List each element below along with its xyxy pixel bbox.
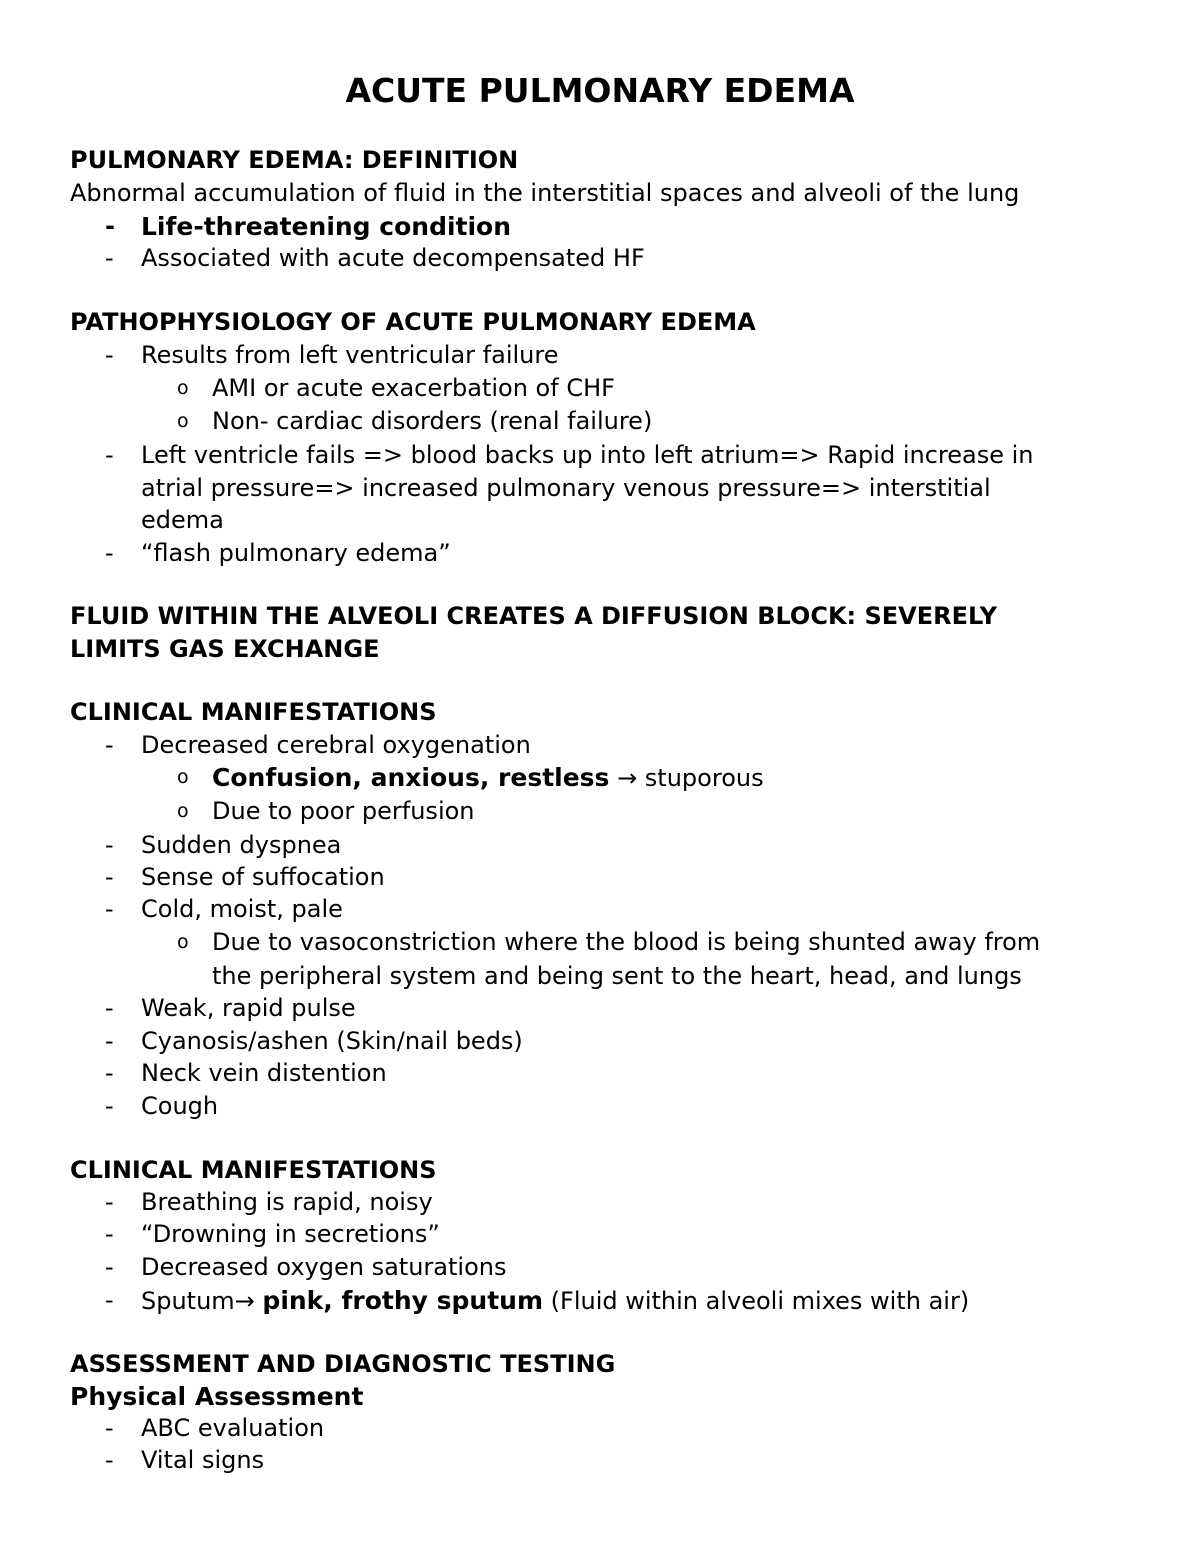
sub-list-item-text: Due to poor perfusion (212, 797, 475, 825)
list-item-text: “Drowning in secretions” (141, 1220, 440, 1248)
sub-list-item-text: Due to vasoconstriction where the blood is being shunted away from (212, 928, 1041, 956)
list-item-text: Weak, rapid pulse (141, 994, 356, 1022)
list-item-text: Life-threatening condition (141, 212, 512, 241)
bullet-dash: - (105, 1286, 114, 1314)
list-item-text: Neck vein distention (141, 1059, 387, 1087)
list-item-text: Sudden dyspnea (141, 831, 342, 859)
list-item-text: Cough (141, 1092, 219, 1120)
definition-heading: PULMONARY EDEMA: DEFINITION (70, 146, 519, 174)
bullet-dash: - (105, 1188, 114, 1216)
sub-list-item-text: Non- cardiac disorders (renal failure) (212, 407, 653, 435)
bullet-dash: - (105, 341, 114, 369)
plain-text: Sputum→ (141, 1287, 263, 1315)
bullet-circle: o (177, 931, 189, 953)
bullet-dash: - (105, 1220, 114, 1248)
list-item-continuation: atrial pressure=> increased pulmonary venous pressure=> interstitial (141, 474, 991, 502)
list-item-text: Cold, moist, pale (141, 895, 343, 923)
assessment-subheading: Physical Assessment (70, 1382, 364, 1411)
patho-heading: PATHOPHYSIOLOGY OF ACUTE PULMONARY EDEMA (70, 308, 756, 336)
list-item-text: ABC evaluation (141, 1414, 325, 1442)
list-item-text: Sense of suffocation (141, 863, 385, 891)
fluid-heading-line1: FLUID WITHIN THE ALVEOLI CREATES A DIFFUSION BLOCK: SEVERELY (70, 602, 997, 630)
assessment-heading: ASSESSMENT AND DIAGNOSTIC TESTING (70, 1350, 616, 1378)
list-item-continuation: edema (141, 506, 224, 534)
list-item-text: Vital signs (141, 1446, 265, 1474)
bullet-dash: - (105, 1059, 114, 1087)
sub-list-item-text (212, 761, 764, 795)
fluid-heading-line2: LIMITS GAS EXCHANGE (70, 635, 380, 663)
bullet-dash: - (105, 244, 114, 272)
bullet-dash: - (105, 1446, 114, 1474)
bullet-circle: o (177, 800, 189, 822)
plain-text: (Fluid within alveoli mixes with air) (543, 1287, 970, 1315)
plain-text: → stuporous (609, 764, 764, 792)
bullet-dash: - (105, 1253, 114, 1281)
bullet-dash: - (105, 539, 114, 567)
list-item-text (141, 1284, 969, 1318)
bullet-dash: - (105, 994, 114, 1022)
bullet-circle: o (177, 377, 189, 399)
bullet-dash: - (105, 831, 114, 859)
page-title: ACUTE PULMONARY EDEMA (345, 71, 855, 110)
bullet-dash: - (105, 863, 114, 891)
bullet-dash: - (105, 441, 114, 469)
bullet-circle: o (177, 766, 189, 788)
list-item-text: Results from left ventricular failure (141, 341, 559, 369)
bullet-dash: - (105, 212, 115, 240)
bold-text: Confusion, anxious, restless (212, 763, 610, 792)
clinical-heading: CLINICAL MANIFESTATIONS (70, 1156, 437, 1184)
list-item-text: Left ventricle fails => blood backs up into left atrium=> Rapid increase in (141, 441, 1034, 469)
bullet-dash: - (105, 1027, 114, 1055)
bullet-dash: - (105, 895, 114, 923)
sub-list-item-continuation: the peripheral system and being sent to the heart, head, and lungs (212, 962, 1022, 990)
sub-list-item-text: AMI or acute exacerbation of CHF (212, 374, 615, 402)
clinical-heading: CLINICAL MANIFESTATIONS (70, 698, 437, 726)
definition-text: Abnormal accumulation of fluid in the interstitial spaces and alveoli of the lung (70, 179, 1020, 207)
list-item-text: “flash pulmonary edema” (141, 539, 451, 567)
list-item-text: Associated with acute decompensated HF (141, 244, 645, 272)
list-item-text: Breathing is rapid, noisy (141, 1188, 433, 1216)
bullet-dash: - (105, 1414, 114, 1442)
bullet-circle: o (177, 410, 189, 432)
bullet-dash: - (105, 731, 114, 759)
bullet-dash: - (105, 1092, 114, 1120)
list-item-text: Decreased oxygen saturations (141, 1253, 507, 1281)
list-item-text: Cyanosis/ashen (Skin/nail beds) (141, 1027, 523, 1055)
list-item-text: Decreased cerebral oxygenation (141, 731, 531, 759)
bold-text: pink, frothy sputum (262, 1286, 544, 1315)
